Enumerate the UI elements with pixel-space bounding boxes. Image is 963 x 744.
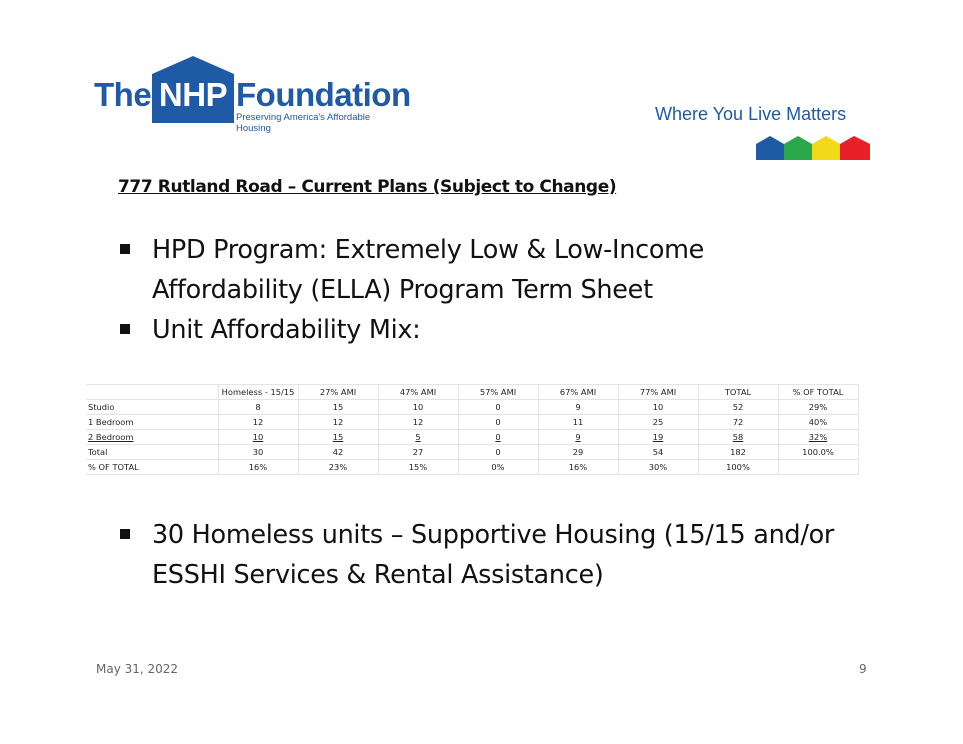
table-cell: 0 [458, 400, 538, 415]
table-header-cell: Homeless - 15/15 [218, 385, 298, 400]
table-cell: 52 [698, 400, 778, 415]
logo-foundation-text: Foundation [236, 76, 411, 113]
table-cell: 12 [218, 415, 298, 430]
table-header-cell: 57% AMI [458, 385, 538, 400]
table-row [86, 445, 858, 460]
table-header-row [86, 385, 858, 400]
table-cell: 100% [698, 460, 778, 475]
table-cell: 10 [218, 430, 298, 445]
table-cell: 29 [538, 445, 618, 460]
table-cell: 9 [538, 430, 618, 445]
table-cell: 16% [538, 460, 618, 475]
bullet-list-bottom [118, 515, 858, 595]
house-yellow-icon [812, 136, 840, 160]
table-cell: 27 [378, 445, 458, 460]
table-cell: 58 [698, 430, 778, 445]
logo-nhp-text: NHP [158, 76, 228, 113]
bullet-square-icon [120, 529, 130, 539]
table-row-label: 2 Bedroom [86, 430, 218, 445]
bullet-square-icon [120, 324, 130, 334]
bullet-text: 30 Homeless units – Supportive Housing (15/15 and/or ESSHI Services & Rental Assistance) [152, 520, 835, 590]
table-header-cell: 77% AMI [618, 385, 698, 400]
table-cell: 0% [458, 460, 538, 475]
table-header-cell: 67% AMI [538, 385, 618, 400]
table-cell [778, 460, 858, 475]
table-cell: 16% [218, 460, 298, 475]
bullet-item [118, 515, 858, 595]
bullet-list-top [118, 230, 858, 350]
table-row [86, 430, 858, 445]
table-cell: 42 [298, 445, 378, 460]
table-cell: 25 [618, 415, 698, 430]
logo-the-text: The [94, 76, 152, 113]
table-cell: 9 [538, 400, 618, 415]
page-number: 9 [859, 662, 867, 676]
table-row-label: % OF TOTAL [86, 460, 218, 475]
table-cell: 11 [538, 415, 618, 430]
bullet-square-icon [120, 244, 130, 254]
footer-date: May 31, 2022 [96, 662, 179, 676]
table-cell: 182 [698, 445, 778, 460]
table-cell: 15 [298, 400, 378, 415]
table-cell: 0 [458, 430, 538, 445]
table-cell: 100.0% [778, 445, 858, 460]
table-cell: 15 [298, 430, 378, 445]
table-cell: 15% [378, 460, 458, 475]
table-cell: 19 [618, 430, 698, 445]
colored-houses-icon [756, 136, 870, 160]
table-cell: 8 [218, 400, 298, 415]
table-cell: 40% [778, 415, 858, 430]
table-cell: 30% [618, 460, 698, 475]
table-cell: 5 [378, 430, 458, 445]
table-cell: 0 [458, 445, 538, 460]
table-cell: 0 [458, 415, 538, 430]
table-cell: 10 [618, 400, 698, 415]
motto: Where You Live Matters [655, 104, 847, 124]
table-header-cell: % OF TOTAL [778, 385, 858, 400]
house-blue-icon [756, 136, 784, 160]
table-cell: 29% [778, 400, 858, 415]
table-row-label: Total [86, 445, 218, 460]
table-cell: 72 [698, 415, 778, 430]
table-row [86, 460, 858, 475]
table-row-label: Studio [86, 400, 218, 415]
bullet-item [118, 310, 858, 350]
table-cell: 30 [218, 445, 298, 460]
table-header-cell: 47% AMI [378, 385, 458, 400]
table-row [86, 400, 858, 415]
table-cell: 54 [618, 445, 698, 460]
table-header-cell [86, 385, 218, 400]
table-cell: 32% [778, 430, 858, 445]
bullet-item [118, 230, 858, 310]
slide-title: 777 Rutland Road – Current Plans (Subject to Change) [118, 177, 617, 197]
table-cell: 12 [378, 415, 458, 430]
bullet-text: HPD Program: Extremely Low & Low-Income Affordability (ELLA) Program Term Sheet [152, 235, 705, 305]
table-cell: 10 [378, 400, 458, 415]
table-cell: 12 [298, 415, 378, 430]
house-green-icon [784, 136, 812, 160]
table-row-label: 1 Bedroom [86, 415, 218, 430]
nhp-foundation-logo [94, 56, 411, 134]
house-red-icon [840, 136, 870, 160]
table-row [86, 415, 858, 430]
table-header-cell: 27% AMI [298, 385, 378, 400]
bullet-text: Unit Affordability Mix: [152, 315, 421, 345]
table-header-cell: TOTAL [698, 385, 778, 400]
table-cell: 23% [298, 460, 378, 475]
unit-affordability-table [86, 384, 859, 475]
logo-tagline: Preserving America's Affordable Housing [236, 112, 371, 134]
